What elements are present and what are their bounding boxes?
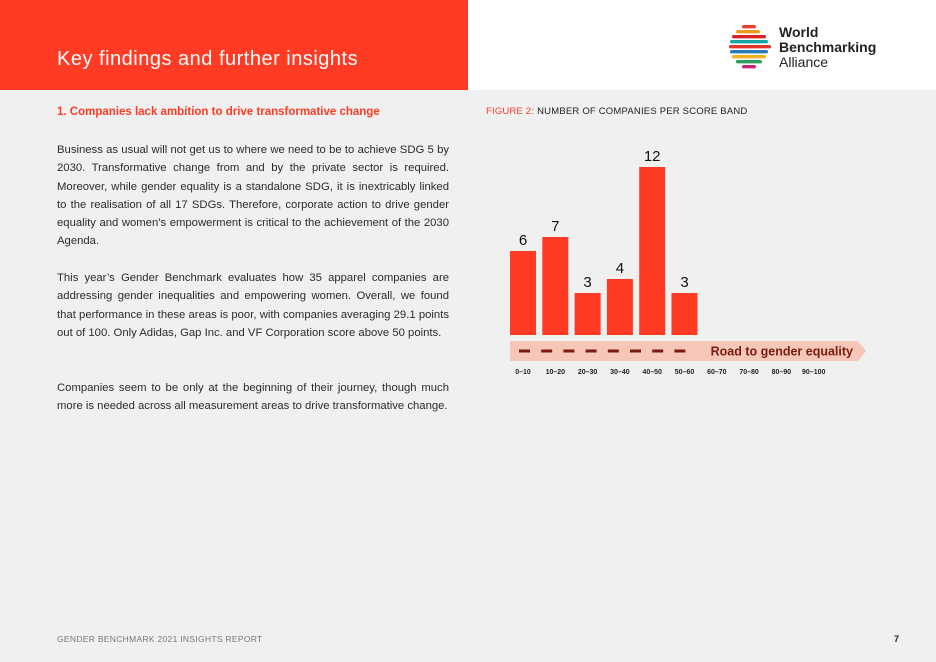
- wba-logo-text: [779, 25, 876, 70]
- x-tick-label: 0–10: [515, 369, 531, 376]
- x-tick-label: 30–40: [610, 369, 630, 376]
- title-block: [0, 0, 468, 90]
- footer-report-title: GENDER BENCHMARK 2021 INSIGHTS REPORT: [57, 634, 263, 644]
- figure-caption: [486, 106, 747, 117]
- road-dash: [563, 350, 574, 353]
- wba-logo-mark-icon: [728, 24, 774, 70]
- page-number: 7: [894, 634, 900, 644]
- x-tick-label: 60–70: [707, 369, 727, 376]
- score-band-chart: [486, 140, 886, 380]
- figure-label: FIGURE 2:: [486, 106, 535, 117]
- bar-value-label: 3: [583, 274, 592, 291]
- x-tick-label: 90–100: [802, 369, 826, 376]
- bar-value-label: 12: [643, 148, 661, 165]
- x-tick-label: 80–90: [771, 369, 792, 376]
- logo-line-2: Benchmarking: [779, 39, 877, 55]
- bar-value-label: 3: [680, 274, 689, 291]
- x-tick-label: 20–30: [577, 369, 598, 376]
- bar-40–50: [639, 167, 665, 335]
- paragraph-2: This year’s Gender Benchmark evaluates how 35 apparel companies are addressing gender inequalities and empowering women. Overall, we found that performance in these areas is poor, with companies averaging 29.1 points out of 100. Only Adidas, Gap Inc. and VF Corporation score above 50 points.: [57, 272, 449, 339]
- page-title: Key findings and further insights: [57, 48, 359, 70]
- road-dash: [674, 350, 685, 353]
- x-tick-label: 10–20: [545, 369, 566, 376]
- section-heading: 1. Companies lack ambition to drive transformative change: [57, 106, 380, 118]
- x-tick-label: 70–80: [739, 369, 759, 376]
- bar-value-label: 4: [615, 260, 625, 277]
- x-tick-label: 50–60: [674, 369, 695, 376]
- logo-line-1: World: [779, 24, 819, 40]
- bar-0–10: [510, 251, 536, 335]
- wba-logo: [728, 22, 888, 74]
- bar-value-label: 6: [518, 232, 528, 249]
- road-dash: [608, 350, 619, 353]
- bar-20–30: [575, 293, 601, 335]
- arrow-label: Road to gender equality: [710, 344, 853, 359]
- road-dash: [586, 350, 597, 353]
- bar-30–40: [607, 279, 633, 335]
- road-dash: [519, 350, 530, 353]
- paragraph-3: Companies seem to be only at the beginning of their journey, though much more is needed across all measurement areas to drive transformative change.: [57, 382, 449, 413]
- bar-value-label: 7: [551, 218, 560, 235]
- figure-title: NUMBER OF COMPANIES PER SCORE BAND: [537, 106, 748, 117]
- logo-line-3: Alliance: [779, 54, 829, 70]
- road-dash: [541, 350, 552, 353]
- x-tick-label: 40–50: [642, 369, 662, 376]
- bar-10–20: [542, 237, 568, 335]
- bar-50–60: [672, 293, 698, 335]
- road-dash: [630, 350, 641, 353]
- road-dash: [652, 350, 663, 353]
- paragraph-1: Business as usual will not get us to where we need to be to achieve SDG 5 by 2030. Transformative change from and by the private sector is required. Moreover, while gender equality is a standalone SDG, it is inextricably linked to the realisation of all 17 SDGs. Therefore, corporate action to drive gender equality and women’s empowerment is critical to the achievement of the 2030 Agenda.: [57, 144, 449, 248]
